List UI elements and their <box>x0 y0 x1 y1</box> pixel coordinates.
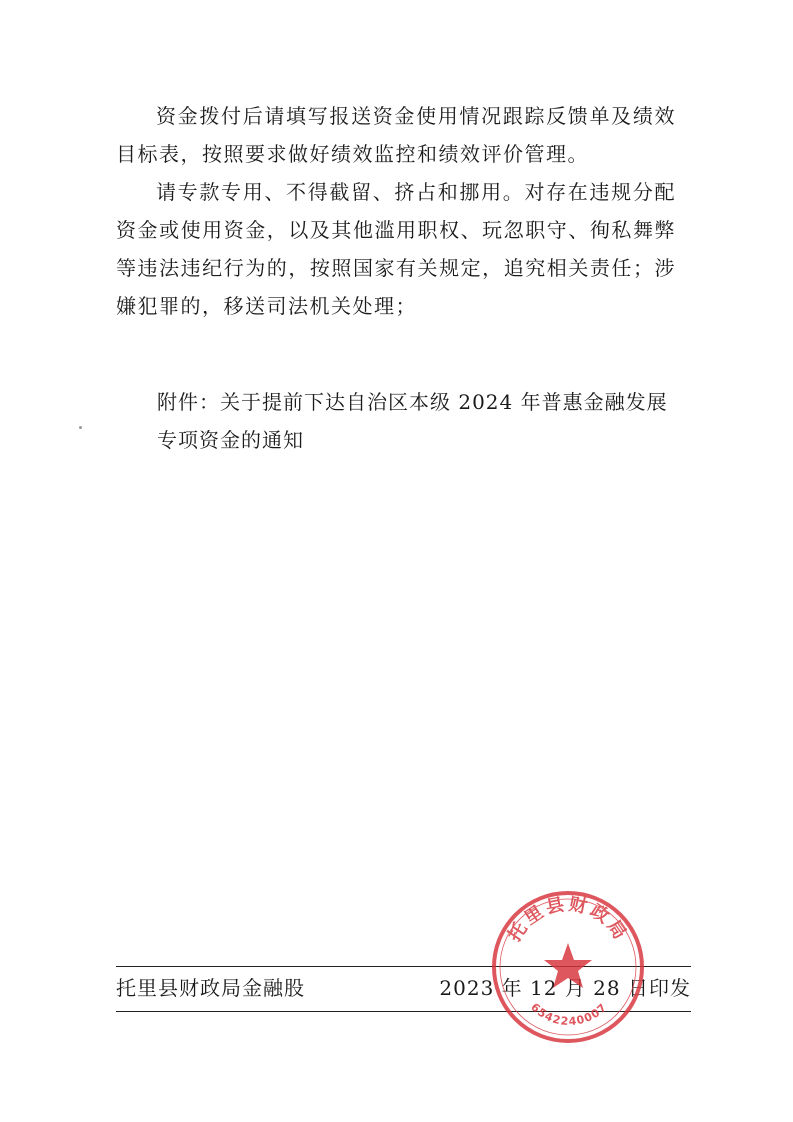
seal-star-icon <box>544 943 592 988</box>
official-seal-icon <box>488 887 648 1047</box>
attachment-line-2: 专项资金的通知 <box>157 428 304 452</box>
seal-title: 托里县财政局 <box>504 893 632 946</box>
seal-code: 6542240007 <box>528 1000 610 1029</box>
paragraph-performance: 资金拨付后请填写报送资金使用情况跟踪反馈单及绩效目标表，按照要求做好绩效监控和绩效评价管理。 <box>116 104 676 166</box>
paragraph-usage-rules: 请专款专用、不得截留、挤占和挪用。对存在违规分配资金或使用资金，以及其他滥用职权、玩忽职守、徇私舞弊等违法违纪行为的，按照国家有关规定，追究相关责任；涉嫌犯罪的，移送司法机关处理； <box>116 180 676 318</box>
scan-speck <box>79 426 82 429</box>
attachment-note <box>157 383 677 459</box>
issue-date: 2023 年 12 月 28 日印发 <box>439 976 691 1000</box>
attachment-line-1: 附件：关于提前下达自治区本级 2024 年普惠金融发展 <box>157 390 668 414</box>
issuer-name: 托里县财政局金融股 <box>116 976 305 1000</box>
